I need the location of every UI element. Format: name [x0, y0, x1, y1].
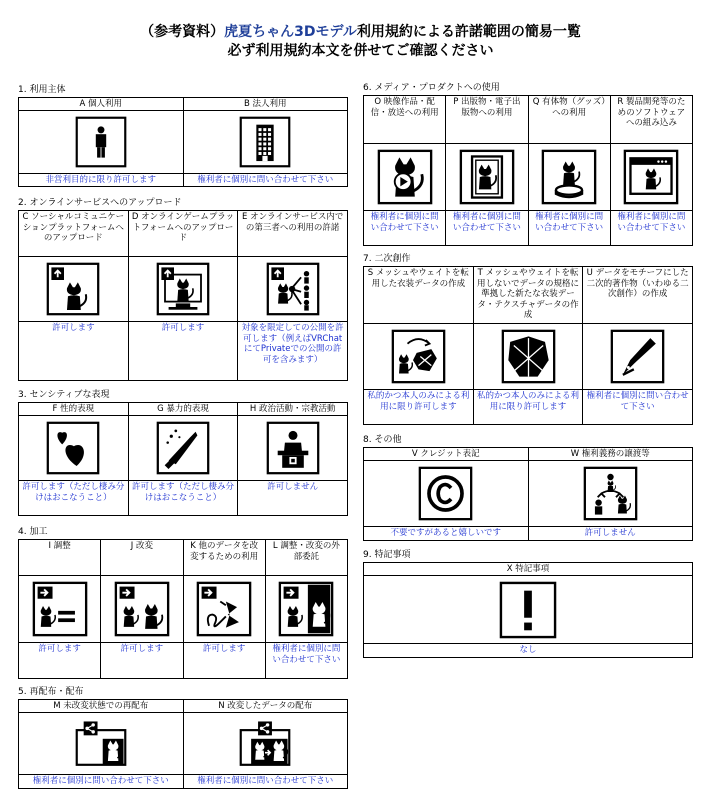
video-icon	[377, 149, 433, 205]
permission-table	[18, 539, 348, 679]
pen-nib-icon	[610, 329, 665, 384]
section-label: 7. 二次創作	[363, 254, 411, 264]
permission-item	[582, 267, 692, 424]
permission-item	[183, 700, 348, 788]
section-label: 1. 利用主体	[18, 85, 66, 95]
item-permission-note: 許可します	[161, 323, 205, 333]
item-icon-cell	[184, 111, 348, 174]
section-label: 5. 再配布・配布	[18, 687, 84, 697]
podium-speaker-icon	[266, 421, 320, 475]
permission-item	[364, 448, 528, 540]
software-window-icon	[623, 149, 679, 205]
publication-icon	[459, 149, 515, 205]
modify-icon	[114, 581, 170, 637]
knife-icon	[156, 421, 210, 475]
item-icon-cell	[583, 324, 692, 390]
item-permission-note: 私的かつ本人のみによる利用に限り許可します	[477, 391, 580, 412]
item-header: B 法人利用	[184, 98, 348, 111]
item-header: J 改変	[101, 540, 182, 576]
item-permission-note: なし	[519, 645, 537, 655]
item-header: I 調整	[19, 540, 100, 576]
item-header: C ソーシャルコミュニケーションプラットフォームへのアップロード	[19, 211, 128, 257]
permission-table	[18, 210, 348, 381]
permission-table	[18, 699, 348, 789]
copyright-icon	[418, 466, 473, 521]
permission-table	[363, 447, 693, 541]
item-icon-cell	[446, 144, 527, 211]
game-upload-icon	[156, 262, 210, 316]
item-icon-cell	[238, 416, 347, 481]
section-label: 2. オンラインサービスへのアップロード	[18, 198, 182, 208]
permission-item	[528, 448, 693, 540]
transfer-rights-icon	[583, 466, 638, 521]
item-icon-cell	[129, 416, 238, 481]
section-s7	[363, 253, 693, 425]
title-prefix: （参考資料）	[140, 24, 225, 40]
section-label: 9. 特記事項	[363, 550, 411, 560]
permission-table	[18, 402, 348, 516]
item-icon-cell	[238, 257, 347, 322]
title-product: 虎夏ちゃん3Dモデル	[224, 24, 357, 40]
item-header: A 個人利用	[19, 98, 183, 111]
adjust-icon	[32, 581, 88, 637]
item-header: O 映像作品・配信・放送への利用	[364, 96, 445, 144]
item-permission-note: 私的かつ本人のみによる利用に限り許可します	[367, 391, 470, 412]
permission-item	[265, 540, 347, 678]
item-header: S メッシュやウェイトを転用した衣装データの作成	[364, 267, 473, 324]
permission-item	[610, 96, 692, 245]
hearts-icon	[46, 421, 100, 475]
item-header: F 性的表現	[19, 403, 128, 416]
item-permission-note: 許可しません	[584, 528, 636, 538]
item-icon-cell	[364, 324, 473, 390]
item-header: G 暴力的表現	[129, 403, 238, 416]
item-permission-note: 権利者に個別に問い合わせて下さい	[272, 644, 341, 665]
item-permission-note: 許可します	[52, 323, 95, 333]
page-title	[0, 21, 721, 41]
item-header: X 特記事項	[364, 563, 692, 576]
item-permission-note: 許可します	[120, 644, 164, 654]
section-label: 3. センシティブな表現	[18, 390, 110, 400]
item-permission-note: 非営利目的に限り許可します	[45, 175, 156, 185]
permission-item	[183, 540, 265, 678]
permission-table	[363, 95, 693, 246]
permission-item	[19, 700, 183, 788]
item-permission-note: 許可します	[38, 644, 81, 654]
section-s6	[363, 82, 693, 246]
section-s1	[18, 84, 348, 187]
person-icon	[75, 116, 127, 168]
permission-item	[237, 403, 347, 515]
item-icon-cell	[19, 111, 183, 174]
item-permission-note: 許可しません	[267, 482, 319, 492]
item-permission-note: 対象を限定しての公開を許可します（例えばVRChatにてPrivateでの公開の許可を含みます）	[241, 323, 344, 365]
social-upload-icon	[46, 262, 100, 316]
item-header: W 権利義務の譲渡等	[529, 448, 693, 461]
item-header: M 未改変状態での再配布	[19, 700, 183, 713]
third-party-share-icon	[266, 262, 320, 316]
item-icon-cell	[364, 461, 528, 527]
section-s4	[18, 526, 348, 679]
section-s3	[18, 389, 348, 516]
redistribute-icon	[75, 718, 127, 770]
title-suffix: 利用規約による許諾範囲の簡易一覧	[356, 24, 581, 40]
item-header: N 改変したデータの配布	[184, 700, 348, 713]
new-costume-icon	[501, 329, 556, 384]
permission-table	[363, 562, 693, 658]
item-icon-cell	[474, 324, 583, 390]
item-permission-note: 権利者に個別に問い合わせて下さい	[452, 212, 521, 233]
permission-item	[128, 403, 238, 515]
item-icon-cell	[529, 144, 610, 211]
permission-item	[364, 563, 692, 657]
section-label: 8. その他	[363, 435, 402, 445]
item-icon-cell	[184, 713, 348, 775]
item-header: T メッシュやウェイトを転用しないでデータの規格に準拠した新たな衣装データ・テクスチャデータの作成	[474, 267, 583, 324]
item-icon-cell	[364, 144, 445, 211]
item-header: L 調整・改変の外部委託	[266, 540, 347, 576]
item-permission-note: 許可します（ただし棲み分けはおこなうこと）	[132, 482, 235, 503]
section-s8	[363, 434, 693, 541]
item-permission-note: 権利者に個別に問い合わせて下さい	[197, 175, 334, 185]
item-icon-cell	[19, 257, 128, 322]
item-permission-note: 権利者に個別に問い合わせて下さい	[32, 776, 169, 786]
section-label: 4. 加工	[18, 527, 48, 537]
item-permission-note: 権利者に個別に問い合わせて下さい	[370, 212, 439, 233]
exclamation-icon	[499, 581, 557, 639]
item-icon-cell	[19, 576, 100, 643]
permission-item	[473, 267, 583, 424]
use-for-other-data-icon	[196, 581, 252, 637]
item-header: Q 有体物（グッズ）への利用	[529, 96, 610, 144]
item-icon-cell	[611, 144, 692, 211]
item-permission-note: 許可します（ただし棲み分けはおこなうこと）	[22, 482, 125, 503]
permission-item	[19, 403, 128, 515]
permission-item	[183, 98, 348, 186]
permission-item	[19, 98, 183, 186]
item-header: V クレジット表記	[364, 448, 528, 461]
goods-icon	[541, 149, 597, 205]
permission-item	[237, 211, 347, 380]
item-permission-note: 権利者に個別に問い合わせて下さい	[535, 212, 604, 233]
item-header: K 他のデータを改変するための利用	[184, 540, 265, 576]
section-s9	[363, 549, 693, 658]
permission-item	[19, 211, 128, 380]
item-header: R 製品開発等のためのソフトウェアへの組み込み	[611, 96, 692, 144]
item-header: U データをモチーフにした二次的著作物（いわゆる二次創作）の作成	[583, 267, 692, 324]
item-icon-cell	[19, 713, 183, 775]
item-icon-cell	[529, 461, 693, 527]
permission-item	[364, 267, 473, 424]
item-header: E オンラインサービス内での第三者への利用の許諾	[238, 211, 347, 257]
page-subtitle: 必ず利用規約本文を併せてご確認ください	[227, 43, 494, 59]
item-icon-cell	[101, 576, 182, 643]
item-icon-cell	[184, 576, 265, 643]
permission-item	[19, 540, 100, 678]
item-permission-note: 不要ですがあると嬉しいです	[390, 528, 501, 538]
item-header: D オンラインゲームプラットフォームへのアップロード	[129, 211, 238, 257]
building-icon	[239, 116, 291, 168]
item-icon-cell	[19, 416, 128, 481]
outsource-icon	[278, 581, 334, 637]
distribute-modified-icon	[239, 718, 291, 770]
permission-item	[100, 540, 182, 678]
item-permission-note: 権利者に個別に問い合わせて下さい	[586, 391, 689, 412]
item-icon-cell	[364, 576, 692, 644]
permission-item	[528, 96, 610, 245]
item-permission-note: 許可します	[202, 644, 246, 654]
section-s2	[18, 197, 348, 381]
mesh-transfer-icon	[391, 329, 446, 384]
permission-item	[128, 211, 238, 380]
permission-table	[18, 97, 348, 187]
permission-item	[364, 96, 445, 245]
item-icon-cell	[266, 576, 347, 643]
item-permission-note: 権利者に個別に問い合わせて下さい	[197, 776, 334, 786]
item-header: P 出版物・電子出版物への利用	[446, 96, 527, 144]
item-header: H 政治活動・宗教活動	[238, 403, 347, 416]
permission-item	[445, 96, 527, 245]
item-icon-cell	[129, 257, 238, 322]
section-s5	[18, 686, 348, 789]
permission-table	[363, 266, 693, 425]
section-label: 6. メディア・プロダクトへの使用	[363, 83, 500, 93]
item-permission-note: 権利者に個別に問い合わせて下さい	[617, 212, 686, 233]
